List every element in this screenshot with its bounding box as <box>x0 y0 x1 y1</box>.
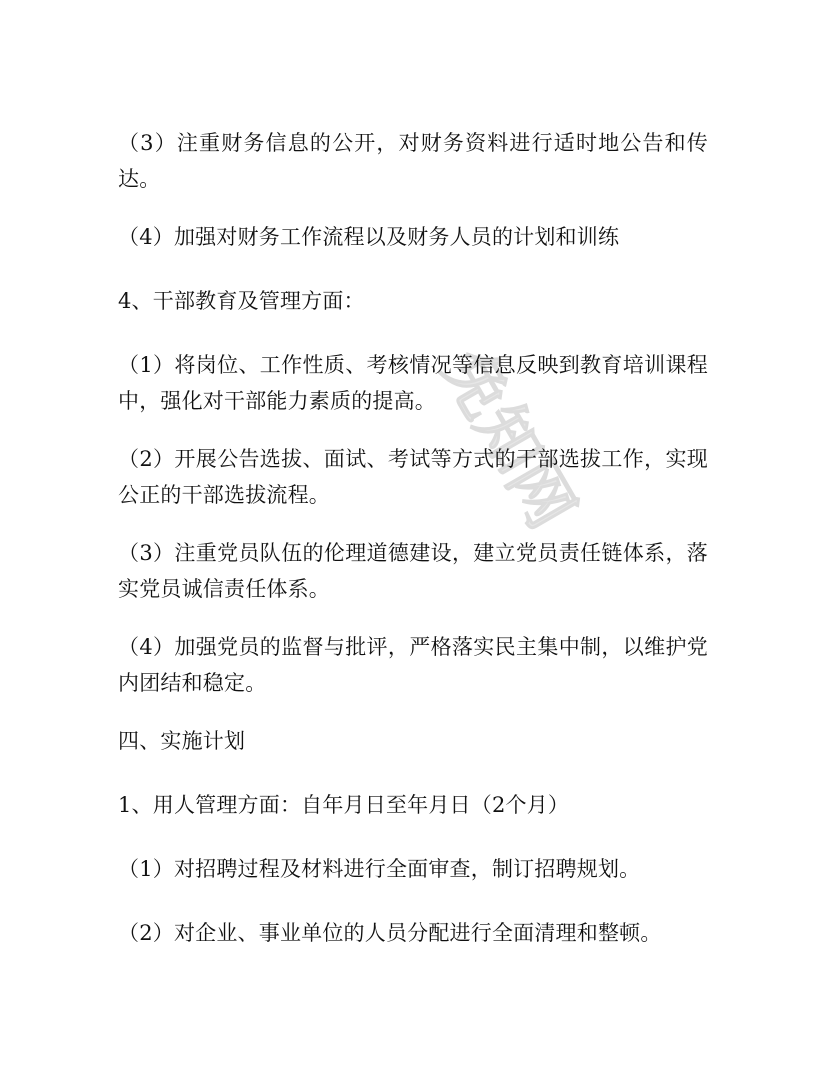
section-heading-personnel-management: 1、用人管理方面：自年月日至年月日（2个月） <box>118 793 570 817</box>
section-heading-cadre-education: 4、干部教育及管理方面： <box>118 289 365 313</box>
paragraph-finance-3: （3）注重财务信息的公开，对财务资料进行适时地公告和传达。 <box>118 131 708 191</box>
paragraph-cadre-1: （1）将岗位、工作性质、考核情况等信息反映到教育培训课程中，强化对干部能力素质的提高。 <box>118 353 708 413</box>
paragraph-cadre-2: （2）开展公告选拔、面试、考试等方式的干部选拔工作，实现公正的干部选拔流程。 <box>118 447 708 507</box>
paragraph-personnel-1: （1）对招聘过程及材料进行全面审查，制订招聘规划。 <box>118 857 641 881</box>
paragraph-cadre-4: （4）加强党员的监督与批评，严格落实民主集中制，以维护党内团结和稳定。 <box>118 635 708 695</box>
section-heading-implementation-plan: 四、实施计划 <box>118 729 246 753</box>
paragraph-personnel-2: （2）对企业、事业单位的人员分配进行全面清理和整顿。 <box>118 921 662 945</box>
watermark-text: 免知网 <box>428 337 589 542</box>
paragraph-finance-4: （4）加强对财务工作流程以及财务人员的计划和训练 <box>118 225 620 249</box>
paragraph-cadre-3: （3）注重党员队伍的伦理道德建设，建立党员责任链体系，落实党员诚信责任体系。 <box>118 541 708 601</box>
document-body <box>118 125 708 979</box>
